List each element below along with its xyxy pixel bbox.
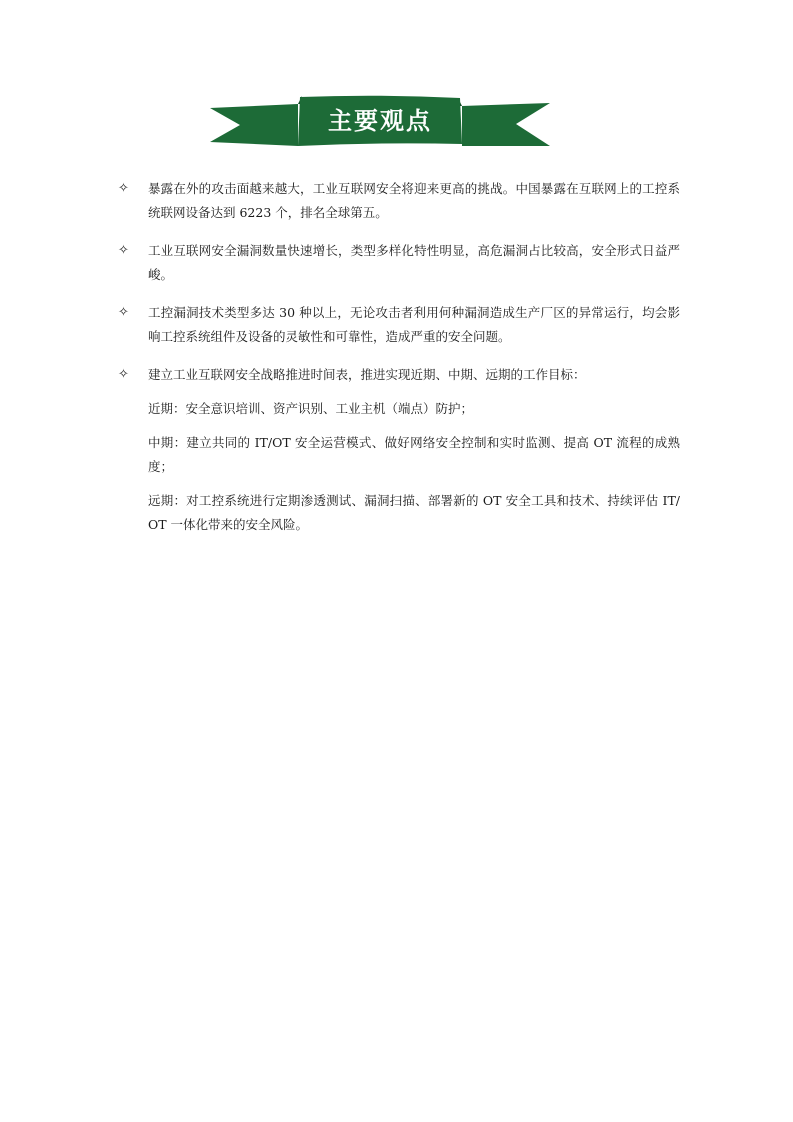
goal-long-term — [118, 489, 680, 537]
diamond-outline-icon: ✧ — [118, 367, 129, 382]
diamond-outline-icon: ✧ — [118, 243, 129, 258]
page-title: 主要观点 — [328, 107, 432, 135]
goal-text: 近期：安全意识培训、资产识别、工业主机（端点）防护； — [148, 401, 474, 416]
list-item-text: 工控漏洞技术类型多达 30 种以上，无论攻击者利用何种漏洞造成生产厂区的异常运行，均会影响工控系统组件及设备的灵敏性和可靠性，造成严重的安全问题。 — [148, 305, 680, 344]
key-points-list — [118, 177, 680, 547]
list-item — [118, 363, 680, 387]
diamond-outline-icon: ✧ — [118, 181, 129, 196]
list-item — [118, 301, 680, 349]
list-item — [118, 177, 680, 225]
goal-mid-term — [118, 431, 680, 479]
diamond-outline-icon: ✧ — [118, 305, 129, 320]
goal-text: 中期：建立共同的 IT/OT 安全运营模式、做好网络安全控制和实时监测、提高 OT 流程的成熟度； — [148, 435, 680, 474]
list-item — [118, 239, 680, 287]
list-item-text: 建立工业互联网安全战略推进时间表，推进实现近期、中期、远期的工作目标： — [148, 367, 586, 382]
list-item-text: 工业互联网安全漏洞数量快速增长，类型多样化特性明显，高危漏洞占比较高，安全形式日益严峻。 — [148, 243, 680, 282]
goal-text: 远期：对工控系统进行定期渗透测试、漏洞扫描、部署新的 OT 安全工具和技术、持续评估 IT/OT 一体化带来的安全风险。 — [148, 493, 680, 532]
goal-near-term — [118, 397, 680, 421]
section-banner — [210, 94, 550, 152]
list-item-text: 暴露在外的攻击面越来越大，工业互联网安全将迎来更高的挑战。中国暴露在互联网上的工控系统联网设备达到 6223 个，排名全球第五。 — [148, 181, 680, 220]
